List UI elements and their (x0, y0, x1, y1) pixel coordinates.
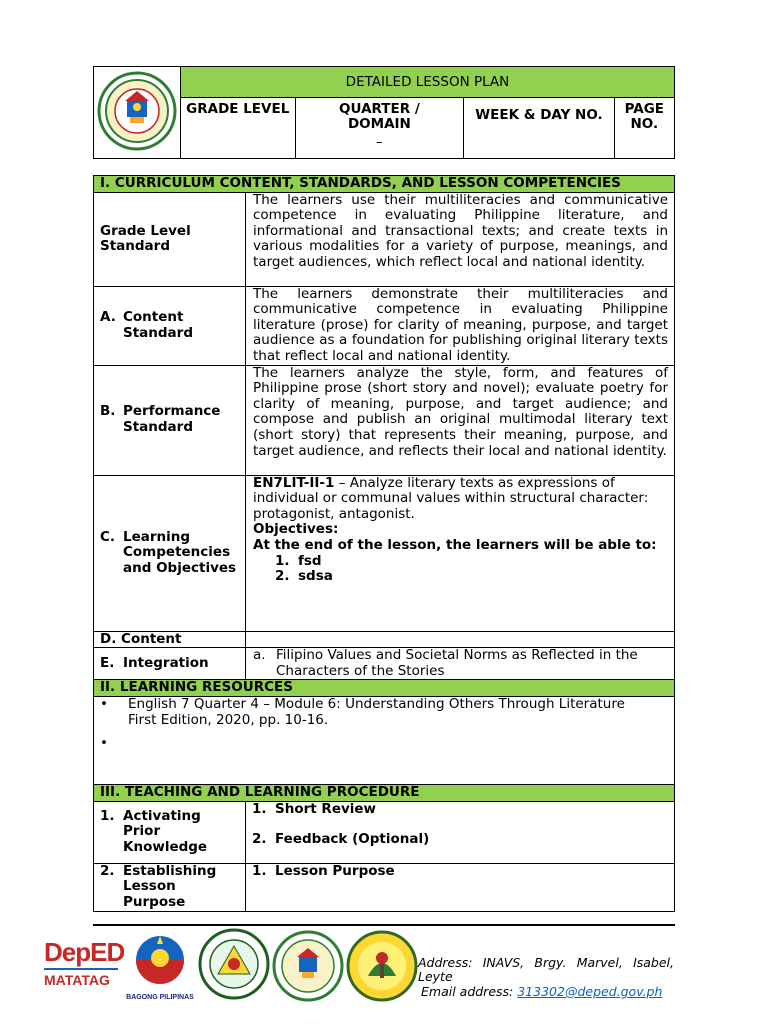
content-value (246, 631, 675, 648)
bagong-pilipinas-logo: BAGONG PILIPINAS (125, 932, 195, 1002)
project-darwin-icon (346, 930, 418, 1002)
school-seal-icon (97, 71, 177, 151)
competency-code: EN7LIT-II-1 (253, 474, 335, 491)
establishing-lesson-purpose-label: 2. Establishing Lesson Purpose (94, 863, 246, 911)
objectives-label: Objectives: (253, 521, 339, 538)
list-item: 2. sdsa (275, 568, 333, 585)
school-address: Address: INAVS, Brgy. Marvel, Isabel, Leyte (418, 955, 674, 984)
procedure-list (252, 802, 668, 848)
list-item: • English 7 Quarter 4 – Module 6: Understanding Others Through Literature First Edition, 2020, pp. 10-16. (100, 695, 625, 728)
integration-text: a. Filipino Values and Societal Norms as Reflected in the Characters of the Stories (246, 648, 675, 680)
resources-list (94, 696, 675, 784)
establishing-lesson-purpose-items (246, 863, 675, 911)
content-standard-text: The learners demonstrate their multiliteracies and communicative competence in evaluating Philippine literature (prose) for clarity of meaning, purpose, and target audience as a foundation for publishing original literary texts that reflect local and national identity. (246, 286, 675, 365)
list-item: 1. Lesson Purpose (252, 862, 395, 879)
grade-level-standard-label: Grade Level Standard (94, 192, 246, 286)
objectives-list (253, 554, 668, 585)
grade-level-header: GRADE LEVEL (180, 98, 295, 159)
list-item: 1. Short Review (252, 800, 377, 817)
page-no-header: PAGE NO. (614, 98, 674, 159)
objectives-intro: At the end of the lesson, the learners will be able to: (253, 536, 657, 553)
learning-competencies-text: EN7LIT-II-1 – Analyze literary texts as expressions of individual or communal values within structural character: protagonist, antagonist. Objectives: At the end of the lesson, the learners will be able to: 1. fsd 2. sdsa (246, 475, 675, 631)
plan-title: DETAILED LESSON PLAN (180, 67, 674, 98)
quarter-domain-header: QUARTER / DOMAIN – (295, 98, 464, 159)
section-resources: II. LEARNING RESOURCES (94, 680, 675, 697)
logo-cell (94, 67, 181, 159)
procedure-list (252, 864, 668, 880)
integration-label: E. Integration (94, 648, 246, 680)
list-item: • (100, 735, 108, 752)
project-darwin-logo (346, 930, 418, 1002)
learning-competencies-label: C. Learning Competencies and Objectives (94, 475, 246, 631)
content-label: D. Content (94, 631, 246, 648)
week-day-header: WEEK & DAY NO. (464, 98, 614, 159)
division-seal-icon (198, 928, 270, 1000)
footer-divider (93, 924, 675, 926)
email-link[interactable]: 313302@deped.gov.ph (517, 984, 663, 999)
section-curriculum: I. CURRICULUM CONTENT, STANDARDS, AND LESSON COMPETENCIES (94, 176, 675, 193)
school-seal-footer (272, 930, 344, 1002)
list-item: 1. fsd (275, 552, 322, 569)
bagong-pilipinas-icon (125, 932, 195, 990)
content-standard-label: A. Content Standard (94, 286, 246, 365)
header-table (93, 66, 675, 159)
deped-matatag-logo: DepED MATATAG (44, 937, 125, 988)
email-line: Email address: 313302@deped.gov.ph (421, 984, 663, 999)
grade-level-standard-text: The learners use their multiliteracies and communicative competence in evaluating Philippine literature, and informational and transactional texts; and create texts in various modalities for a variety of purpose, meanings, and target audiences, which reflect local and national identity. (246, 192, 675, 286)
school-seal-small-icon (272, 930, 344, 1002)
schools-division-seal (198, 928, 270, 1000)
list-item: 2. Feedback (Optional) (252, 831, 430, 848)
quarter-domain-value: – (376, 134, 383, 150)
section-procedure: III. TEACHING AND LEARNING PROCEDURE (94, 784, 675, 801)
activating-prior-knowledge-items (246, 801, 675, 863)
activating-prior-knowledge-label: 1. Activating Prior Knowledge (94, 801, 246, 863)
lesson-plan-table (93, 175, 675, 912)
performance-standard-text: The learners analyze the style, form, and features of Philippine prose (short story and novel); evaluate poetry for clarity of meaning, purpose, and target audience; and compose and publish an original multimodal literary text (short story) that represents their meaning, purpose, and target audience, and reflects their local and national identity. (246, 365, 675, 475)
performance-standard-label: B. Performance Standard (94, 365, 246, 475)
